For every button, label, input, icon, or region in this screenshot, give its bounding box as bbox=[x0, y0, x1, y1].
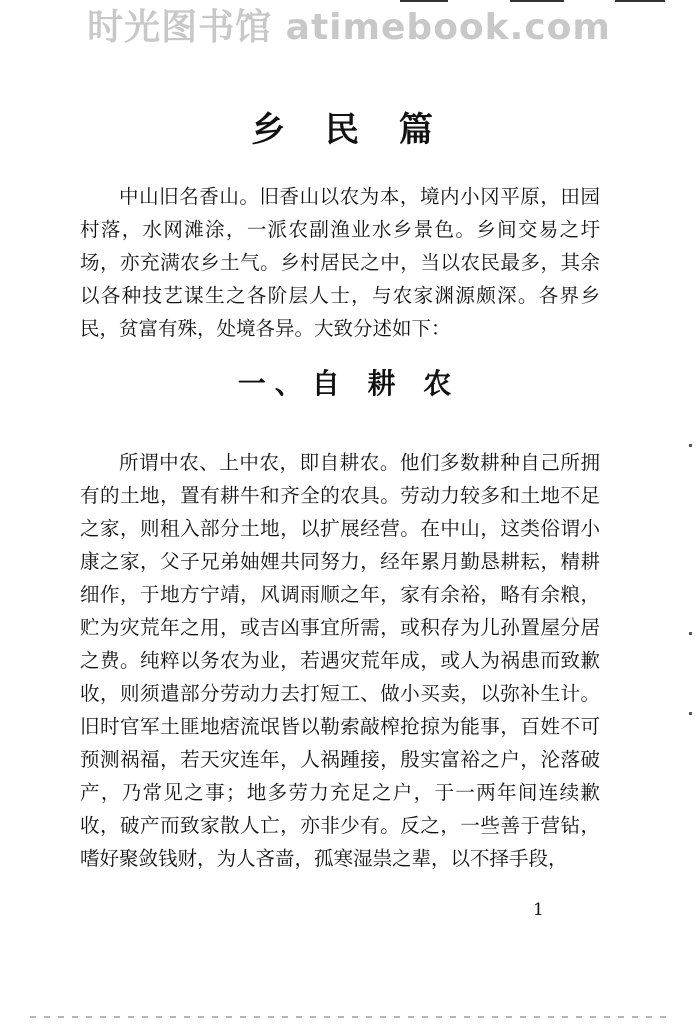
section-title: 一、自 耕 农 bbox=[237, 367, 461, 400]
scan-speck bbox=[689, 712, 692, 715]
page-title: 乡 民 篇 bbox=[251, 110, 447, 150]
section-paragraph: 所谓中农、上中农，即自耕农。他们多数耕种自己所拥有的土地，置有耕牛和齐全的农具。劳动力较多和土地不足之家，则租入部分土地，以扩展经营。在中山，这类俗谓小康之家，父子兄弟妯娌共同努力，经年累月勤恳耕耘，精耕细作，于地方宁靖，风调雨顺之年，家有余裕，略有余粮，贮为灾荒年之用，或吉凶事宜所需，或积存为儿孙置屋分居之费。纯粹以务农为业，若遇灾荒年成，或人为祸患而致歉收，则须遣部分劳动力去打短工、做小买卖，以弥补生计。旧时官军土匪地痞流氓皆以勒索敲榨抢掠为能事，百姓不可预测祸福，若天灾连年，人祸踵接，殷实富裕之户，沦落破产，乃常见之事；地多劳力充足之户，于一两年间连续歉收，破产而致家散人亡，亦非少有。反之，一些善于营钻，嗜好聚敛钱财，为人吝啬，孤寒湿祟之辈，以不择手段， bbox=[80, 451, 600, 870]
watermark: 时光图书馆 atimebook.com bbox=[87, 7, 611, 48]
page-number: 1 bbox=[533, 900, 544, 920]
top-rule bbox=[510, 0, 564, 2]
scan-speck bbox=[689, 444, 692, 447]
top-rule bbox=[615, 0, 665, 2]
scan-noise bbox=[30, 1016, 670, 1018]
intro-paragraph: 中山旧名香山。旧香山以农为本，境内小冈平原，田园村落，水网滩涂，一派农副渔业水乡景色。乡间交易之圩场，亦充满农乡土气。乡村居民之中，当以农民最多，其余以各种技艺谋生之各阶层人士，与农家渊源颇深。各界乡民，贫富有殊，处境各异。大致分述如下： bbox=[80, 185, 600, 340]
scan-speck bbox=[689, 632, 692, 635]
top-rule bbox=[400, 0, 448, 2]
